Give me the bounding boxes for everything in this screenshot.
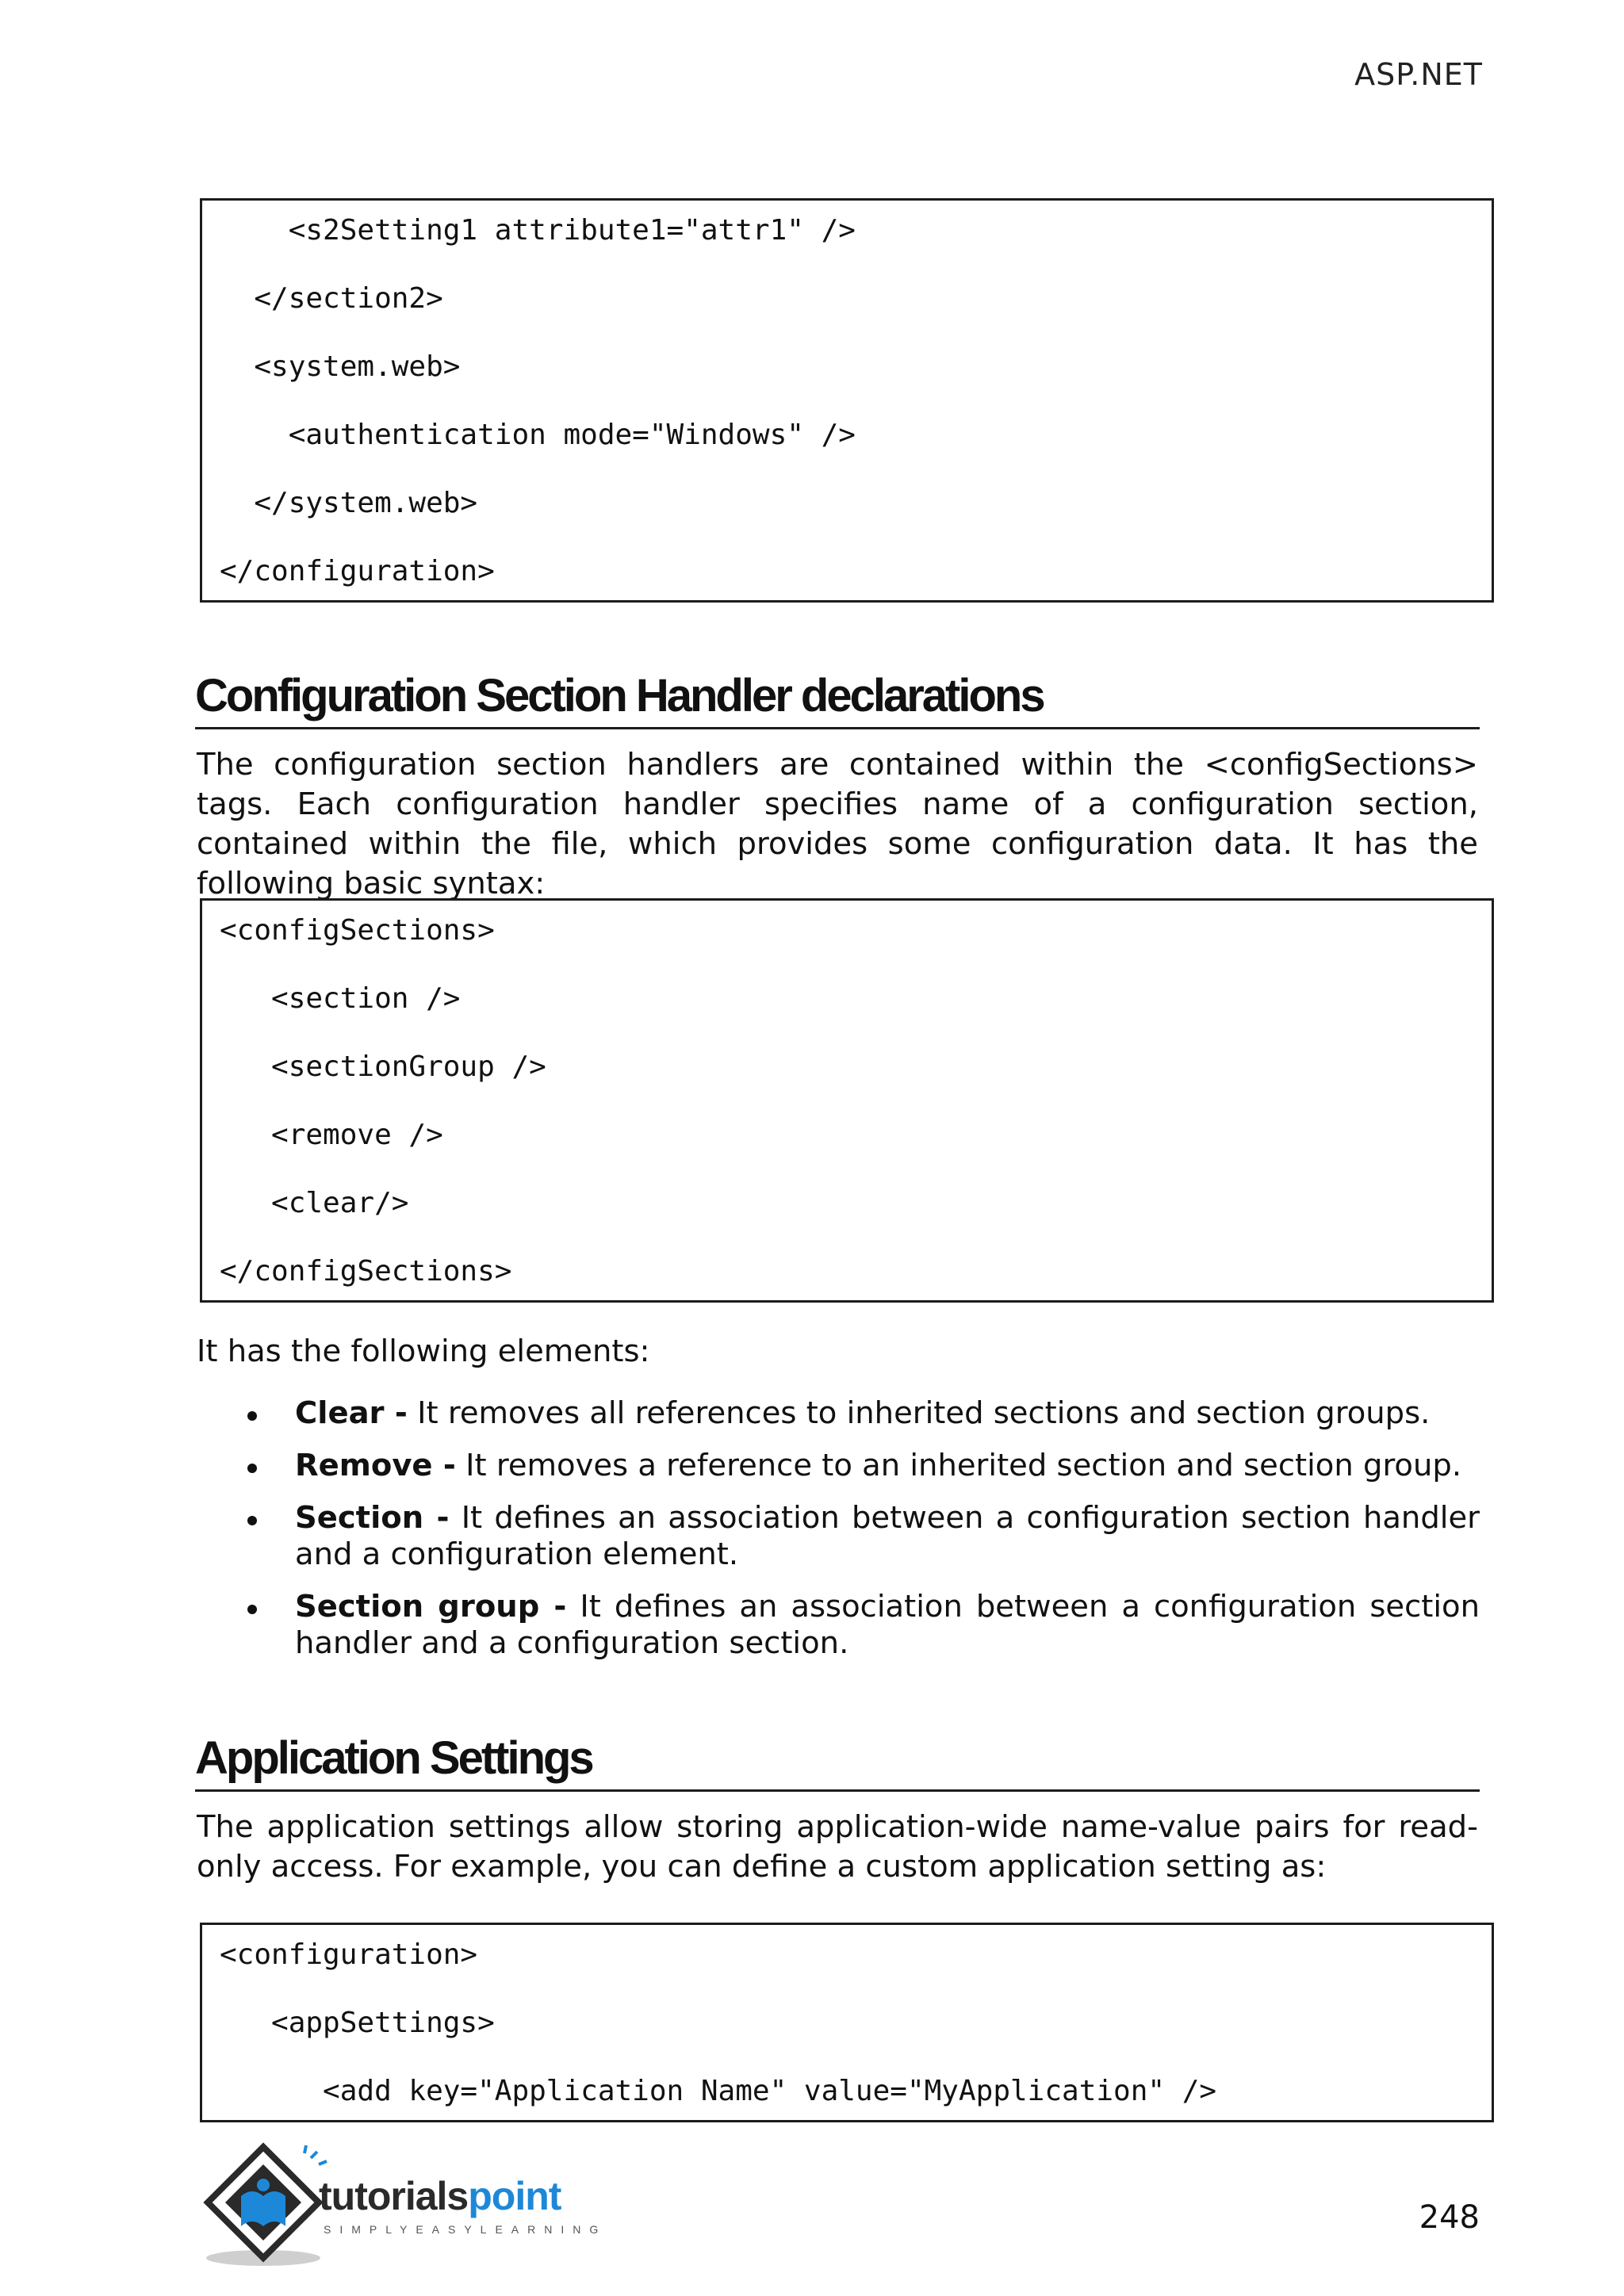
list-item [238, 1589, 1480, 1662]
section-intro-paragraph: The configuration section handlers are contained within the <configSections> tags. Each configuration handler specifies name of a configuration section, contained within the file, which provides some configuration data. It has the following basic syntax: [197, 747, 1478, 901]
list-item-term: Remove - [295, 1448, 456, 1483]
code-block-2 [200, 898, 1494, 1303]
bullet-icon [247, 1411, 257, 1421]
list-item-text: It removes a reference to an inherited section and section group. [455, 1448, 1462, 1483]
code-line: <remove /> [220, 1119, 443, 1151]
bullet-icon [247, 1516, 257, 1525]
elements-list [238, 1395, 1480, 1662]
header-title: ASP.NET [1354, 57, 1483, 92]
elements-intro: It has the following elements: [197, 1334, 650, 1369]
code-line: <system.web> [220, 350, 461, 383]
code-line: </configSections> [220, 1255, 512, 1288]
list-item-text: It defines an association between a configuration section handler and a configuration section. [295, 1589, 1480, 1661]
bullet-icon [247, 1464, 257, 1473]
section-intro-paragraph: The application settings allow storing application-wide name-value pairs for read-only access. For example, you can define a custom application setting as: [197, 1809, 1478, 1885]
code-line: <section /> [220, 982, 461, 1015]
list-item-term: Section - [295, 1500, 450, 1536]
section-heading-config-handlers: Configuration Section Handler declarations [195, 668, 1480, 729]
code-line: </section2> [220, 282, 443, 315]
code-line: <sectionGroup /> [220, 1050, 546, 1083]
code-line: <configuration> [220, 1938, 478, 1971]
code-line: <clear/> [220, 1187, 409, 1219]
list-item-term: Section group - [295, 1589, 567, 1624]
code-line: </configuration> [220, 555, 495, 587]
code-block-1 [200, 198, 1494, 603]
list-item [238, 1395, 1480, 1432]
list-item-text: It removes all references to inherited sections and section groups. [407, 1395, 1431, 1431]
code-line: <add key="Application Name" value="MyApplication" /> [220, 2075, 1217, 2107]
section-heading-app-settings: Application Settings [195, 1731, 1480, 1792]
logo-wordmark [319, 2174, 561, 2218]
code-line: <appSettings> [220, 2007, 495, 2039]
tutorialspoint-logo [200, 2141, 612, 2275]
logo-text-tutorials: tutorials [319, 2174, 469, 2218]
code-line: </system.web> [220, 487, 478, 519]
list-item [238, 1500, 1480, 1573]
logo-tagline: SIMPLYEASYLEARNING [324, 2223, 607, 2236]
code-line: <s2Setting1 attribute1="attr1" /> [220, 214, 856, 247]
code-line: <authentication mode="Windows" /> [220, 419, 856, 451]
page-number: 248 [1419, 2199, 1480, 2236]
list-item [238, 1448, 1480, 1484]
code-block-3 [200, 1923, 1494, 2122]
list-item-text: It defines an association between a configuration section handler and a configuration element. [295, 1500, 1480, 1572]
code-line: <configSections> [220, 914, 495, 947]
list-item-term: Clear - [295, 1395, 408, 1431]
bullet-icon [247, 1605, 257, 1614]
logo-text-point: point [468, 2174, 561, 2218]
